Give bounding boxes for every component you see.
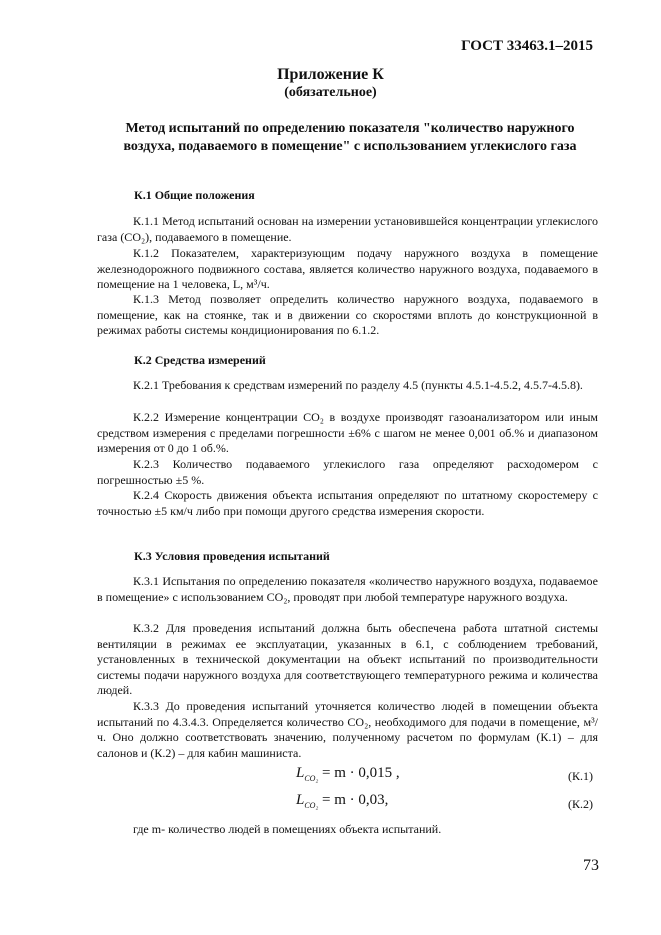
- appendix-subtitle: (обязательное): [284, 85, 377, 100]
- paragraph-k1-1: К.1.1 Метод испытаний основан на измерении установившейся концентрации углекислого газа (СО₂), подаваемого в помещение.: [97, 214, 598, 244]
- paragraph-k2-2: К.2.2 Измерение концентрации СО₂ в воздухе производят газоанализатором или иным средством измерения с пределами погрешности ±6% с шагом не менее 0,001 об.% и диапазоном измерения от 0 до 1 об.%.: [97, 410, 598, 455]
- where-note: где m- количество людей в помещениях объекта испытаний.: [133, 822, 442, 836]
- appendix-title: Приложение К: [277, 66, 384, 83]
- method-title: Метод испытаний по определению показателя "количество наружного воздуха, подаваемого в помещение" с использованием углекислого газа: [123, 121, 577, 154]
- paragraph-k1-2: К.1.2 Показателем, характеризующим подачу наружного воздуха в помещение железнодорожного подвижного состава, является количество наружного воздуха, подаваемого в помещение на 1 человека, L, м³/ч.: [97, 246, 598, 291]
- formula-k2-lhs: L: [296, 792, 305, 808]
- formula-k1-subscript: CO₂: [304, 774, 319, 783]
- standard-number: ГОСТ 33463.1–2015: [461, 38, 593, 54]
- paragraph-k3-3: К.3.3 До проведения испытаний уточняется количество людей в помещении объекта испытаний по 4.3.4.3. Определяется количество СО₂, необходимого для подачи в помещение, м³/ч. Оно должно соответствовать значению, полученному расчетом по формулам (К.1) – для салонов и (К.2) – для кабин машиниста.: [97, 699, 598, 760]
- formula-k2-subscript: CO₂: [304, 801, 319, 810]
- paragraph-k2-3: К.2.3 Количество подаваемого углекислого газа определяют расходомером с погрешностью ±5 %.: [97, 457, 598, 487]
- formula-k2-number: (К.2): [568, 797, 593, 811]
- paragraph-k2-4: К.2.4 Скорость движения объекта испытания определяют по штатному скоростемеру с точностью ±5 км/ч либо при помощи другого средства измерения скорости.: [97, 488, 598, 518]
- paragraph-k3-2: К.3.2 Для проведения испытаний должна быть обеспечена работа штатной системы вентиляции в режимах ее эксплуатации, указанных в 6.1, с соблюдением требований, установленных в технической документации на объект испытаний по производительности системы подачи наружного воздуха для соответствующего температурного режима и количества людей.: [97, 621, 598, 697]
- formula-k1: [296, 765, 400, 783]
- formula-k1-number: (К.1): [568, 769, 593, 783]
- formula-k1-rhs: = m · 0,015 ,: [322, 765, 400, 781]
- paragraph-k2-1: К.2.1 Требования к средствам измерений по разделу 4.5 (пункты 4.5.1-4.5.2, 4.5.7-4.5.8).: [133, 378, 583, 392]
- section-k1-title: К.1 Общие положения: [134, 188, 255, 202]
- section-k2-title: К.2 Средства измерений: [134, 353, 266, 367]
- paragraph-k1-3: К.1.3 Метод позволяет определить количество наружного воздуха, подаваемого в помещение, как на стоянке, так и в движении со скоростями вплоть до конструкционной в режимах работы системы кондиционирования по 6.1.2.: [97, 292, 598, 337]
- formula-k1-lhs: L: [296, 765, 305, 781]
- page-number: 73: [583, 857, 599, 874]
- formula-k2-rhs: = m · 0,03,: [322, 792, 389, 808]
- paragraph-k3-1: К.3.1 Испытания по определению показателя «количество наружного воздуха, подаваемое в помещение» с использованием СО₂, проводят при любой температуре наружного воздуха.: [97, 574, 598, 604]
- section-k3-title: К.3 Условия проведения испытаний: [134, 549, 330, 563]
- formula-k2: [296, 792, 388, 810]
